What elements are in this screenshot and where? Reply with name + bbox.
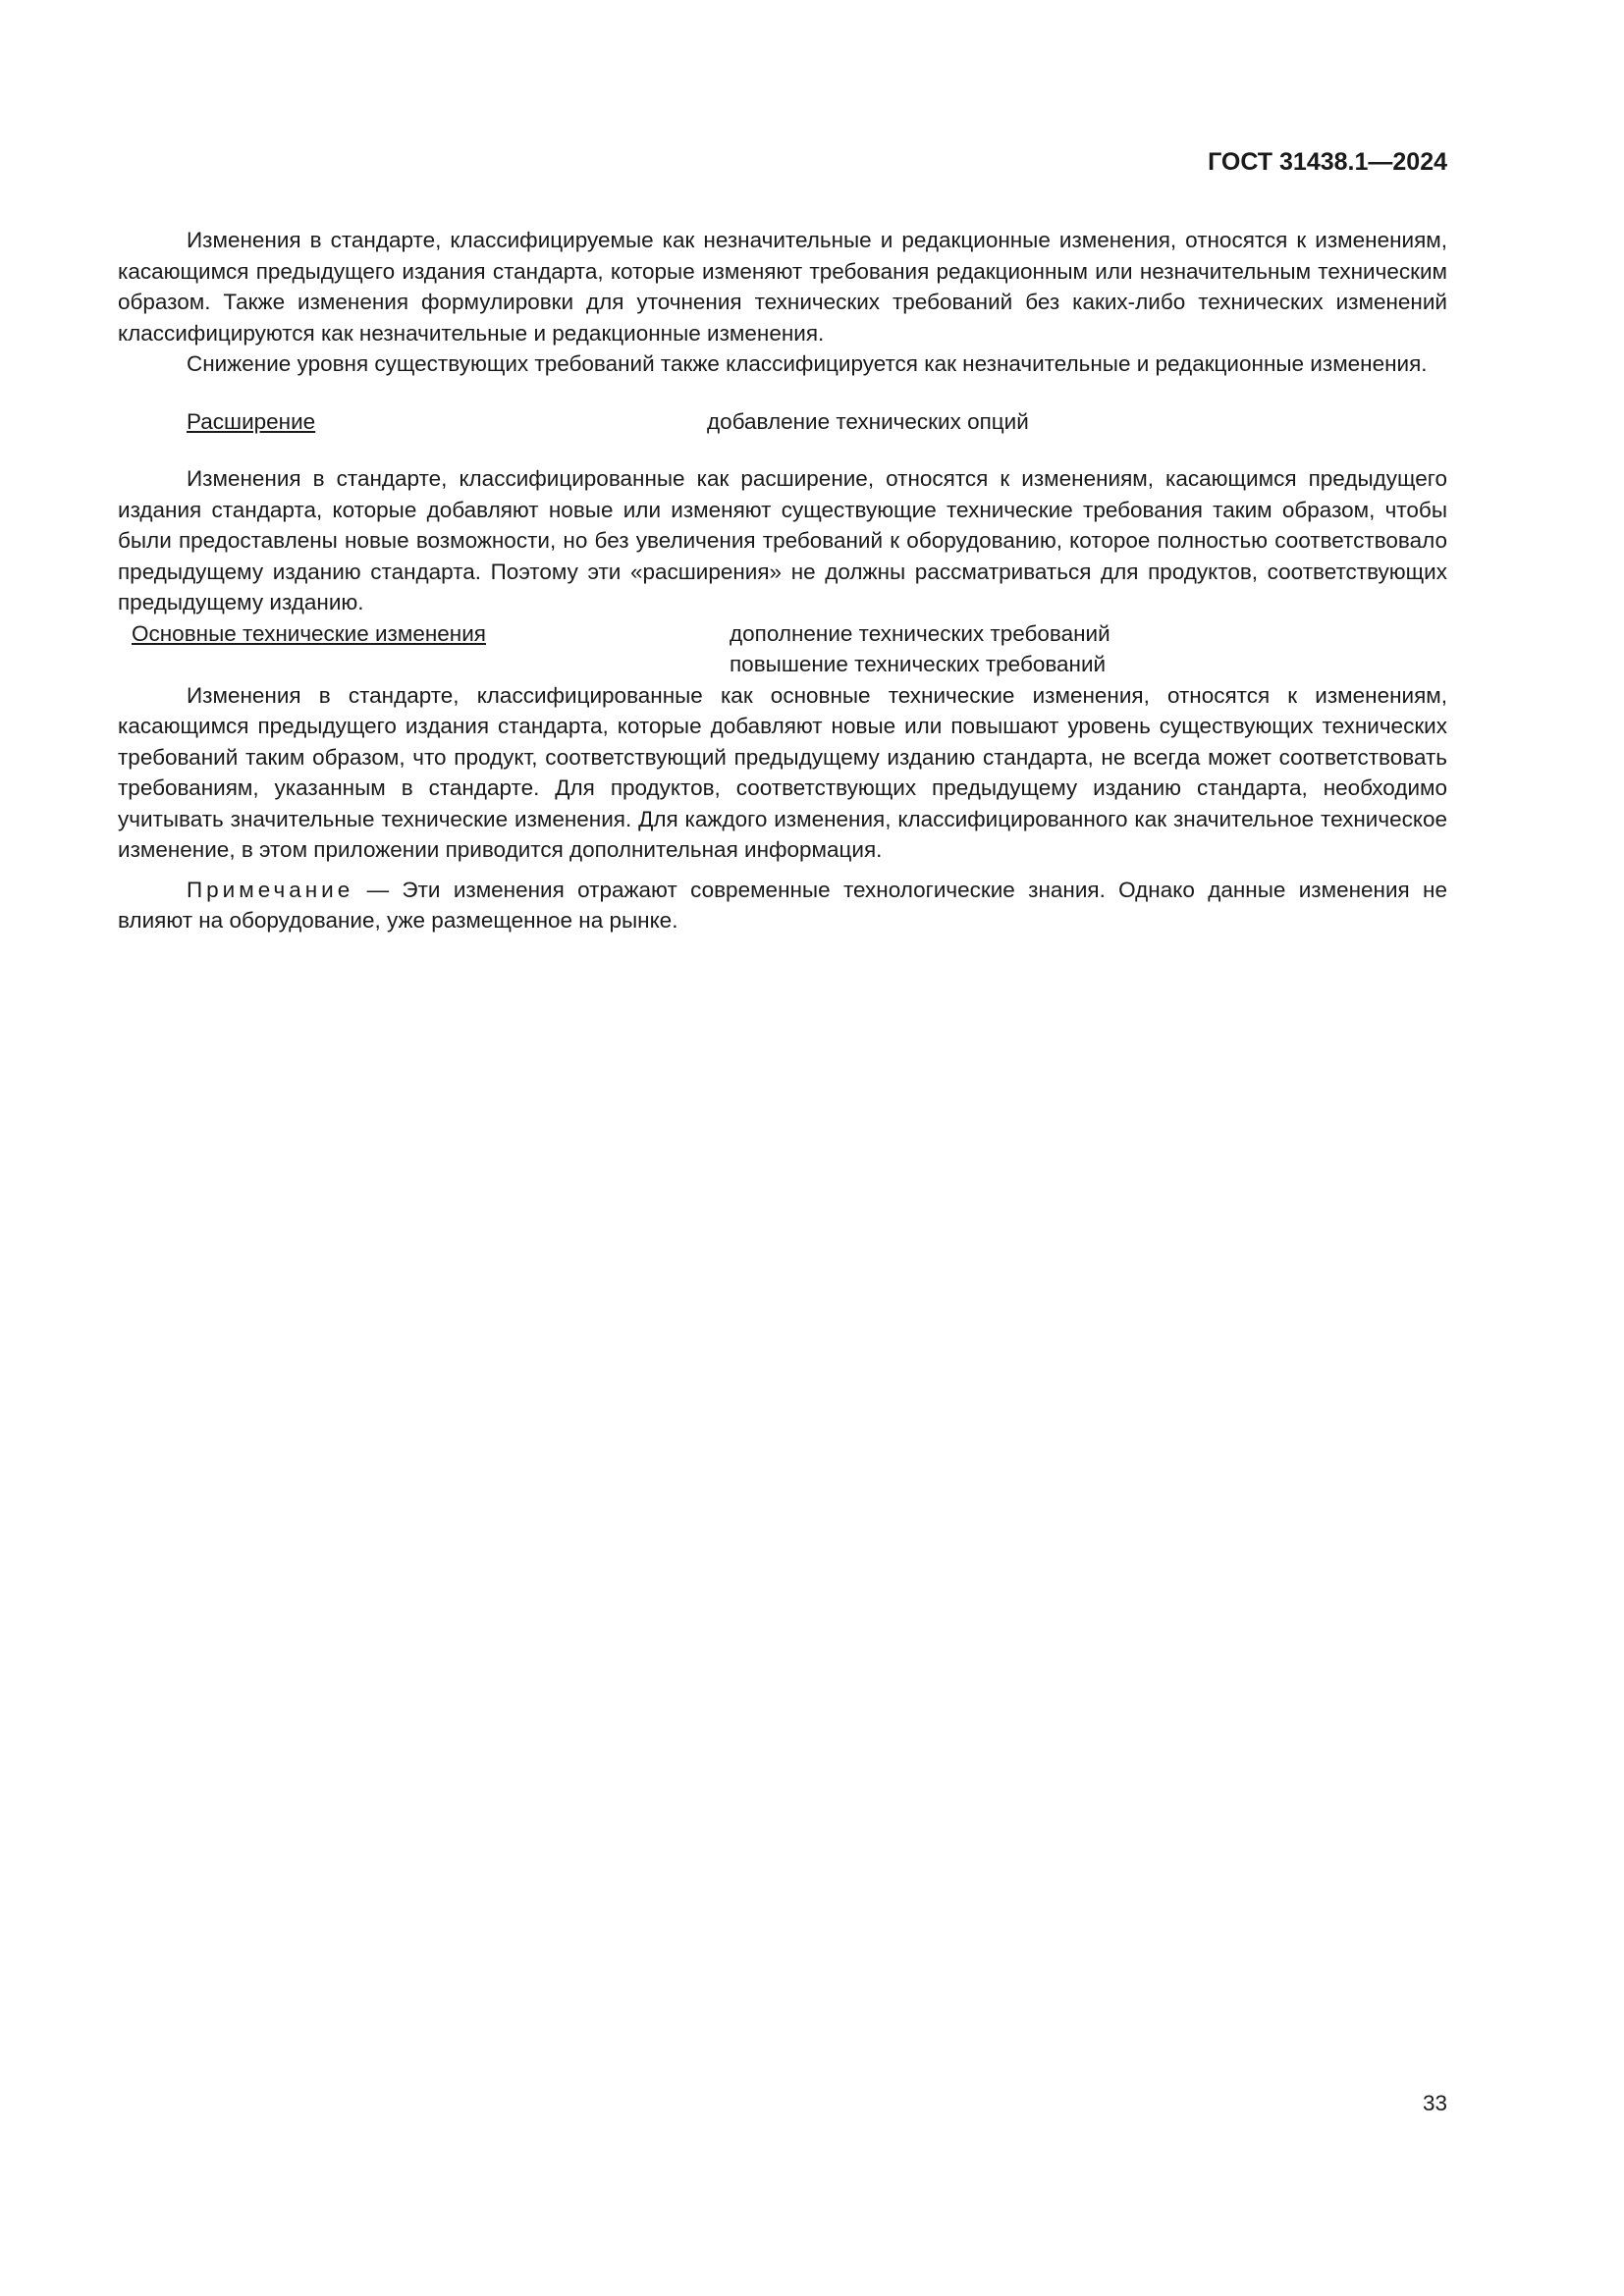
standard-code-header: ГОСТ 31438.1—2024 bbox=[1208, 148, 1447, 176]
definition-row-extension bbox=[118, 406, 1447, 438]
definition-major-1: дополнение технических требований bbox=[730, 620, 1110, 646]
definition-row-major-2 bbox=[118, 649, 1447, 680]
paragraph-reduction: Снижение уровня существующих требований также классифицируется как незначительные и редакционные изменения. bbox=[187, 351, 1428, 376]
definition-extension: добавление технических опций bbox=[707, 408, 1029, 434]
paragraph-extension: Изменения в стандарте, классифицированные как расширение, относятся к изменениям, касающимся предыдущего издания стандарта, которые добавляют новые или изменяют существующие технические требования таким образом, чтобы были предоставлены новые возможности, но без увеличения требований к оборудованию, которое полностью соответствовало предыдущему изданию стандарта. Поэтому эти «расширения» не должны рассматриваться для продуктов, соответствующих предыдущему изданию. bbox=[118, 466, 1447, 614]
note-text: — Эти изменения отражают современные технологические знания. Однако данные изменения не влияют на оборудование, уже размещенное на рынке. bbox=[118, 877, 1447, 933]
note-label: Примечание bbox=[187, 877, 354, 902]
term-extension: Расширение bbox=[187, 408, 316, 434]
term-major-changes: Основные технические изменения bbox=[132, 620, 486, 646]
note bbox=[118, 875, 1447, 936]
page-number: 33 bbox=[1422, 2091, 1447, 2115]
definition-major-2: повышение технических требований bbox=[730, 652, 1107, 676]
document-body bbox=[118, 225, 1447, 936]
definition-row-major bbox=[118, 618, 1447, 650]
paragraph-major-changes: Изменения в стандарте, классифицированные как основные технические изменения, относятся к изменениям, касающимся предыдущего издания стандарта, которые добавляют новые или повышают уровень существующих технических требований таким образом, что продукт, соответствующий предыдущему изданию стандарта, не всегда может соответствовать требованиям, указанным в стандарте. Для продуктов, соответствующих предыдущему изданию стандарта, необходимо учитывать значительные технические изменения. Для каждого изменения, классифицированного как значительное техническое изменение, в этом приложении приводится дополнительная информация. bbox=[118, 682, 1447, 862]
paragraph-minor-changes: Изменения в стандарте, классифицируемые как незначительные и редакционные изменения, относятся к изменениям, касающимся предыдущего издания стандарта, которые изменяют требования редакционным или незначительным техническим образом. Также изменения формулировки для уточнения технических требований без каких-либо технических изменений классифицируются как незначительные и редакционные изменения. bbox=[118, 228, 1447, 346]
